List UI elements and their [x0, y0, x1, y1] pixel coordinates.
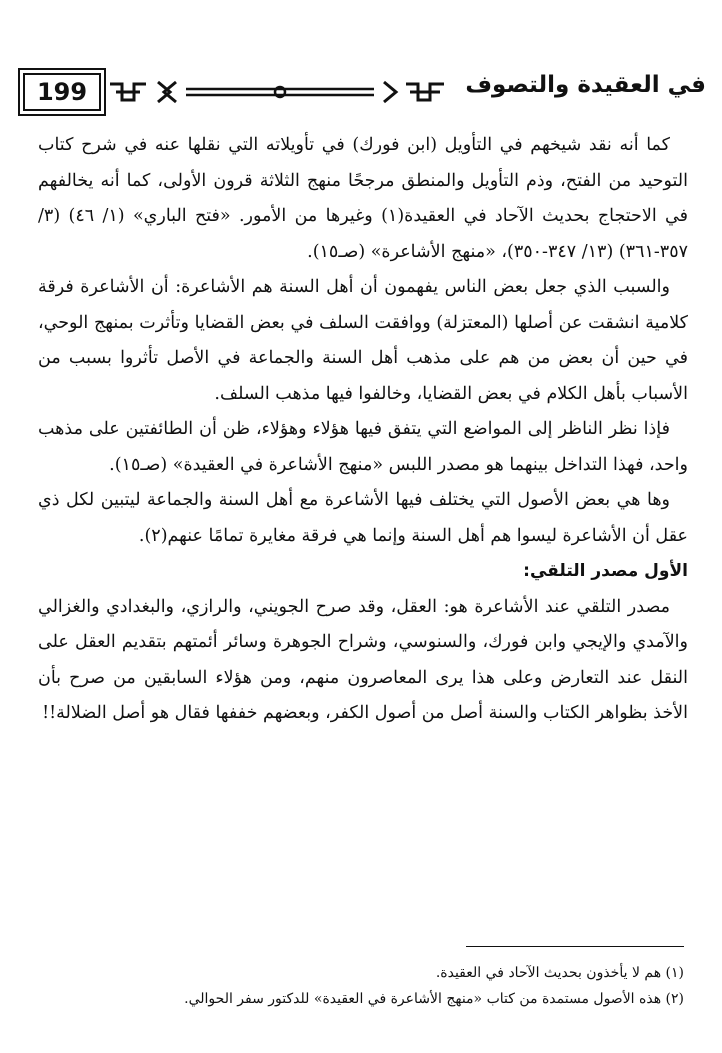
footnotes [38, 960, 684, 1012]
paragraph: فإذا نظر الناظر إلى المواضع التي يتفق فيها هؤلاء وهؤلاء، ظن أن الطائفتين على مذهب واحد، فهذا التداخل بينهما هو مصدر اللبس «منهج الأشاعرة في العقيدة» (صـ١٥). [38, 419, 688, 475]
page-number-box [18, 68, 106, 116]
page-number: 199 [36, 78, 88, 106]
footnote: (١) هم لا يأخذون بحديث الآحاد في العقيدة. [435, 965, 684, 981]
paragraph: وها هي بعض الأصول التي يختلف فيها الأشاعرة مع أهل السنة والجماعة ليتبين لكل ذي عقل أن الأشاعرة ليسوا هم أهل السنة وإنما هي فرقة مغايرة تمامًا عنهم(٢). [38, 490, 688, 546]
footnote: (٢) هذه الأصول مستمدة من كتاب «منهج الأشاعرة في العقيدة» للدكتور سفر الحوالي. [184, 991, 684, 1007]
section-heading: الأول مصدر التلقي: [523, 561, 688, 581]
main-text [38, 128, 688, 732]
paragraph: والسبب الذي جعل بعض الناس يفهمون أن أهل السنة هم الأشاعرة: أن الأشاعرة فرقة كلامية انشقت عن أصلها (المعتزلة) ووافقت السلف في بعض القضايا وتأثرت بمنهج الوحي، في حين أن بعض من هم على مذهب أهل السنة والجماعة في الأصل تأثروا بسبب من الأسباب بأهل الكلام في بعض القضايا، وخالفوا فيها مذهب السلف. [38, 277, 688, 404]
page-header [0, 58, 722, 118]
paragraph: كما أنه نقد شيخهم في التأويل (ابن فورك) في تأويلاته التي نقلها عنه في شرح كتاب التوحيد من الفتح، وذم التأويل والمنطق مرجحًا منهج الثلاثة قرون الأولى، كما أنه يخالفهم في الاحتجاج بحديث الآحاد في العقيدة(١) وغيرها من الأمور. «فتح الباري» (١/ ٤٦) (٣/ ٣٥٧-٣٦١) (١٣/ ٣٤٧-٣٥٠)، «منهج الأشاعرة» (صـ١٥). [38, 135, 688, 262]
footnote-separator [466, 946, 684, 947]
header-ornament-icon [106, 76, 456, 108]
running-title: في العقيدة والتصوف [465, 72, 706, 98]
paragraph: مصدر التلقي عند الأشاعرة هو: العقل، وقد صرح الجويني، والرازي، والبغدادي والغزالي والآمدي والإيجي وابن فورك، والسنوسي، وشراح الجوهرة وسائر أئمتهم بتقديم العقل على النقل عند التعارض وعلى هذا يرى المعاصرون منهم، ومن هؤلاء السابقين من صرح بأن الأخذ بظواهر الكتاب والسنة أصل من أصول الكفر، وبعضهم خففها فقال هو أصل الضلالة!! [38, 596, 688, 723]
